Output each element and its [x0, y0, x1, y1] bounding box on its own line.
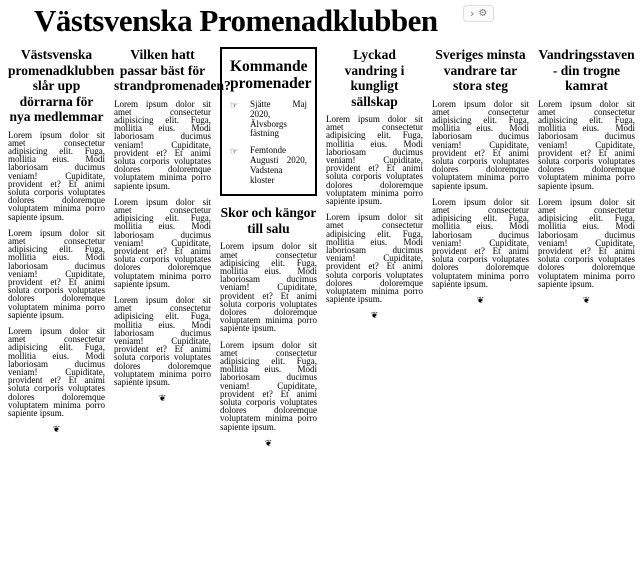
article-heading: Vilken hatt passar bäst för strandpromenaden? [114, 47, 231, 93]
article-paragraph: Lorem ipsum dolor sit amet consectetur adipisicing elit. Fuga, mollitia eius. Modi laboriosam ducimus veniam! Cupiditate, provident et? Et animi soluta corporis voluptates dolores doloremque voluptatem minima porro sapiente ipsum. [220, 339, 317, 432]
article-paragraph: Lorem ipsum dolor sit amet consectetur adipisicing elit. Fuga, mollitia eius. Modi laboriosam ducimus veniam! Cupiditate, provident et? Et animi soluta corporis voluptates dolores doloremque voluptatem minima porro sapiente ipsum. [114, 196, 211, 289]
article-paragraph: Lorem ipsum dolor sit amet consectetur adipisicing elit. Fuga, mollitia eius. Modi laboriosam ducimus veniam! Cupiditate, provident et? Et animi soluta corporis voluptates dolores doloremque voluptatem minima porro sapiente ipsum. [114, 98, 211, 191]
article-shoes-for-sale [220, 47, 317, 449]
gear-icon[interactable]: ⚙ [478, 7, 488, 19]
article-paragraph: Lorem ipsum dolor sit amet consectetur adipisicing elit. Fuga, mollitia eius. Modi laboriosam ducimus veniam! Cupiditate, provident et? Et animi soluta corporis voluptates dolores doloremque voluptatem minima porro sapiente ipsum. [326, 114, 423, 207]
article-new-members [8, 47, 115, 436]
event-item-text: Sjätte Maj 2020, Älvsborgs fästning [250, 99, 307, 139]
floral-heart-icon: ❦ [158, 394, 167, 405]
article-heading: Lyckad vandring i kungligt sällskap [344, 47, 405, 109]
event-item-text: Femtonde Augusti 2020, Vadstena kloster [250, 145, 307, 185]
article-royal-walk [326, 47, 423, 321]
floral-heart-icon: ❦ [52, 425, 61, 436]
event-item [230, 100, 307, 139]
floral-heart-icon: ❦ [582, 295, 591, 306]
page-title: Västsvenska Promenadklubben [34, 3, 438, 38]
floral-heart-icon: ❦ [476, 295, 485, 306]
article-paragraph: Lorem ipsum dolor sit amet consectetur adipisicing elit. Fuga, mollitia eius. Modi laboriosam ducimus veniam! Cupiditate, provident et? Et animi soluta corporis voluptates dolores doloremque voluptatem minima porro sapiente ipsum. [326, 212, 423, 305]
masthead [8, 2, 632, 42]
article-walking-stick [538, 47, 635, 306]
pointing-hand-icon: ☞ [230, 147, 239, 158]
article-paragraph: Lorem ipsum dolor sit amet consectetur adipisicing elit. Fuga, mollitia eius. Modi laboriosam ducimus veniam! Cupiditate, provident et? Et animi soluta corporis voluptates dolores doloremque voluptatem minima porro sapiente ipsum. [8, 129, 105, 222]
column-grid [8, 47, 635, 449]
pointing-hand-icon: ☞ [230, 101, 239, 111]
article-heading: Sveriges minsta vandrare tar stora steg [435, 47, 526, 93]
events-box-heading: Kommande promenader [230, 58, 312, 92]
article-heading: Skor och kängor till salu [220, 205, 317, 236]
article-beach-hat [114, 47, 231, 405]
event-item [230, 146, 307, 185]
article-heading: Vandringsstaven - din trogne kamrat [538, 47, 635, 93]
article-paragraph: Lorem ipsum dolor sit amet consectetur adipisicing elit. Fuga, mollitia eius. Modi laboriosam ducimus veniam! Cupiditate, provident et? Et animi soluta corporis voluptates dolores doloremque voluptatem minima porro sapiente ipsum. [8, 227, 105, 320]
floral-heart-icon: ❦ [370, 311, 379, 322]
upcoming-walks-box [220, 47, 317, 196]
floral-heart-icon: ❦ [264, 438, 273, 449]
article-paragraph: Lorem ipsum dolor sit amet consectetur adipisicing elit. Fuga, mollitia eius. Modi laboriosam ducimus veniam! Cupiditate, provident et? Et animi soluta corporis voluptates dolores doloremque voluptatem minima porro sapiente ipsum. [8, 325, 105, 418]
chevron-right-icon[interactable]: › [470, 7, 475, 20]
article-paragraph: Lorem ipsum dolor sit amet consectetur adipisicing elit. Fuga, mollitia eius. Modi laboriosam ducimus veniam! Cupiditate, provident et? Et animi soluta corporis voluptates dolores doloremque voluptatem minima porro sapiente ipsum. [114, 294, 211, 387]
article-paragraph: Lorem ipsum dolor sit amet consectetur adipisicing elit. Fuga, mollitia eius. Modi laboriosam ducimus veniam! Cupiditate, provident et? Et animi soluta corporis voluptates dolores doloremque voluptatem minima porro sapiente ipsum. [432, 196, 529, 289]
article-paragraph: Lorem ipsum dolor sit amet consectetur adipisicing elit. Fuga, mollitia eius. Modi laboriosam ducimus veniam! Cupiditate, provident et? Et animi soluta corporis voluptates dolores doloremque voluptatem minima porro sapiente ipsum. [538, 196, 635, 289]
article-paragraph: Lorem ipsum dolor sit amet consectetur adipisicing elit. Fuga, mollitia eius. Modi laboriosam ducimus veniam! Cupiditate, provident et? Et animi soluta corporis voluptates dolores doloremque voluptatem minima porro sapiente ipsum. [220, 241, 317, 334]
article-heading: Västsvenska promenadklubben slår upp dörrarna för nya medlemmar [8, 47, 115, 124]
article-paragraph: Lorem ipsum dolor sit amet consectetur adipisicing elit. Fuga, mollitia eius. Modi laboriosam ducimus veniam! Cupiditate, provident et? Et animi soluta corporis voluptates dolores doloremque voluptatem minima porro sapiente ipsum. [432, 98, 529, 191]
article-smallest-walker [432, 47, 529, 306]
extension-overlay [463, 5, 494, 22]
article-paragraph: Lorem ipsum dolor sit amet consectetur adipisicing elit. Fuga, mollitia eius. Modi laboriosam ducimus veniam! Cupiditate, provident et? Et animi soluta corporis voluptates dolores doloremque voluptatem minima porro sapiente ipsum. [538, 98, 635, 191]
